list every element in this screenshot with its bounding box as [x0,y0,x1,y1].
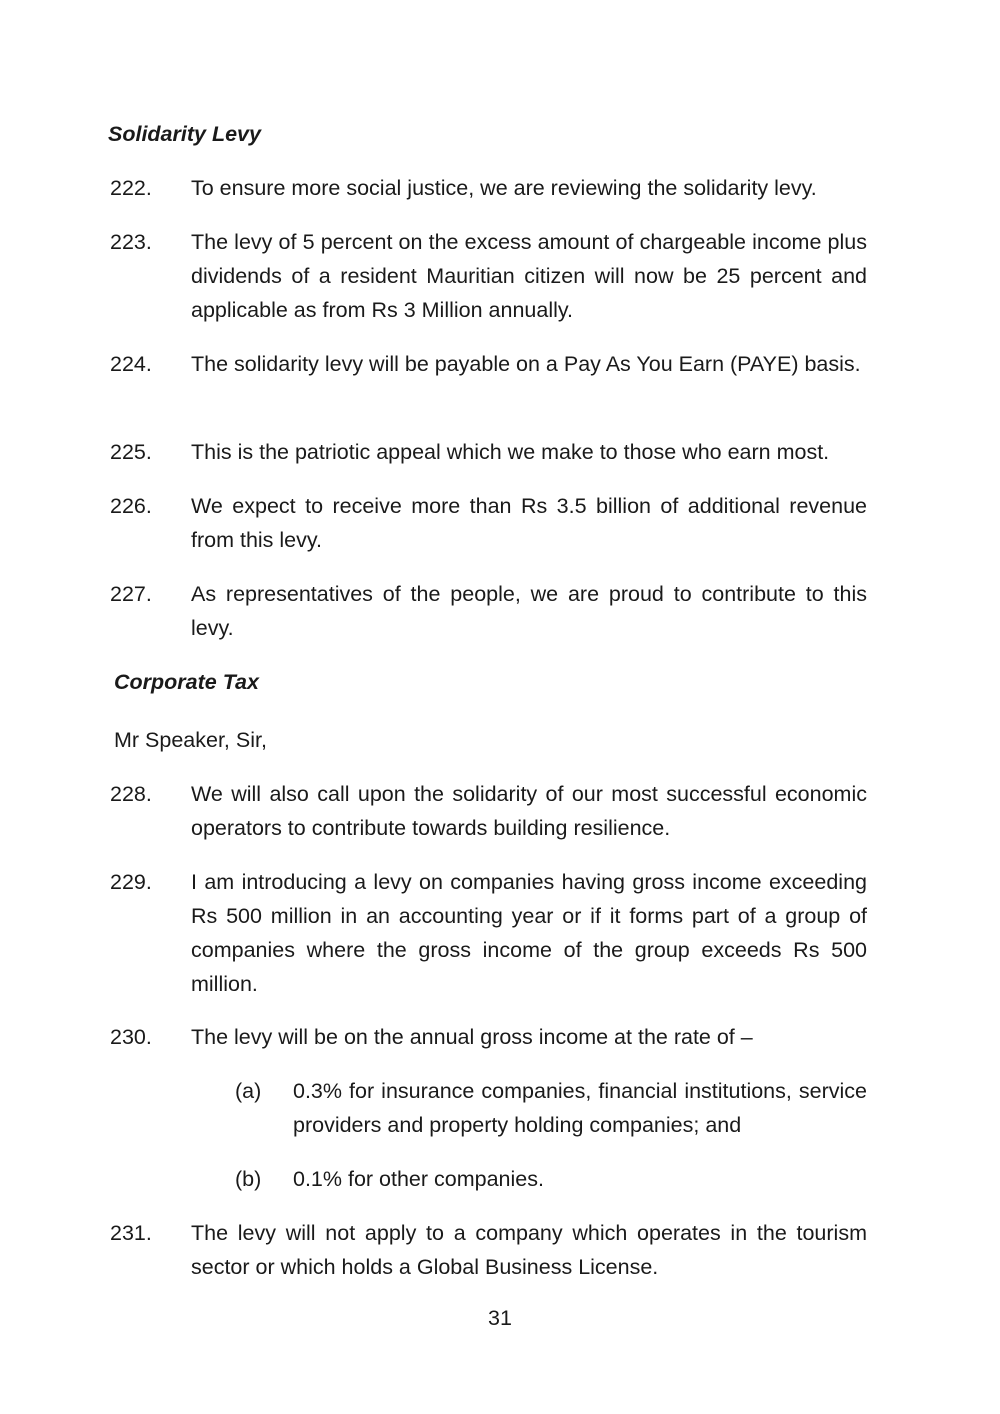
paragraph-text: The solidarity levy will be payable on a Pay As You Earn (PAYE) basis. [191,352,861,376]
paragraph-number: 228. [110,782,152,806]
sub-item-a [235,1074,867,1142]
section-heading-solidarity-levy: Solidarity Levy [108,122,261,146]
paragraph-text: The levy will not apply to a company which operates in the tourism sector or which holds a Global Business License. [191,1221,867,1279]
section-heading-corporate-tax: Corporate Tax [114,670,259,694]
paragraph-223 [110,225,867,327]
paragraph-text: The levy of 5 percent on the excess amount of chargeable income plus dividends of a resident Mauritian citizen will now be 25 percent and applicable as from Rs 3 Million annually. [191,230,867,322]
paragraph-226 [110,489,867,557]
paragraph-number: 226. [110,494,152,518]
paragraph-227 [110,577,867,645]
paragraph-number: 231. [110,1221,152,1245]
sub-item-b [235,1162,867,1196]
salutation: Mr Speaker, Sir, [114,728,267,752]
sub-item-text: 0.3% for insurance companies, financial institutions, service providers and property holding companies; and [293,1079,867,1137]
paragraph-228 [110,777,867,845]
sub-item-label: (b) [235,1167,262,1191]
paragraph-229 [110,865,867,1001]
sub-item-text: 0.1% for other companies. [293,1167,544,1191]
paragraph-text: The levy will be on the annual gross income at the rate of – [191,1025,753,1049]
paragraph-number: 223. [110,230,152,254]
paragraph-number: 225. [110,440,152,464]
paragraph-230 [110,1020,867,1054]
paragraph-number: 224. [110,352,152,376]
paragraph-text: We will also call upon the solidarity of our most successful economic operators to contribute towards building resilience. [191,782,867,840]
paragraph-number: 229. [110,870,152,894]
paragraph-text: I am introducing a levy on companies having gross income exceeding Rs 500 million in an accounting year or if it forms part of a group of companies where the gross income of the group exceeds Rs 500 million. [191,870,867,996]
paragraph-231 [110,1216,867,1284]
page-number: 31 [488,1306,512,1330]
paragraph-222 [110,171,867,205]
paragraph-number: 227. [110,582,152,606]
paragraph-text: We expect to receive more than Rs 3.5 billion of additional revenue from this levy. [191,494,867,552]
paragraph-number: 222. [110,176,152,200]
paragraph-text: This is the patriotic appeal which we make to those who earn most. [191,440,830,464]
paragraph-number: 230. [110,1025,152,1049]
sub-item-label: (a) [235,1079,262,1103]
paragraph-224 [110,347,867,381]
paragraph-225 [110,435,867,469]
paragraph-text: As representatives of the people, we are proud to contribute to this levy. [191,582,867,640]
paragraph-text: To ensure more social justice, we are reviewing the solidarity levy. [191,176,817,200]
